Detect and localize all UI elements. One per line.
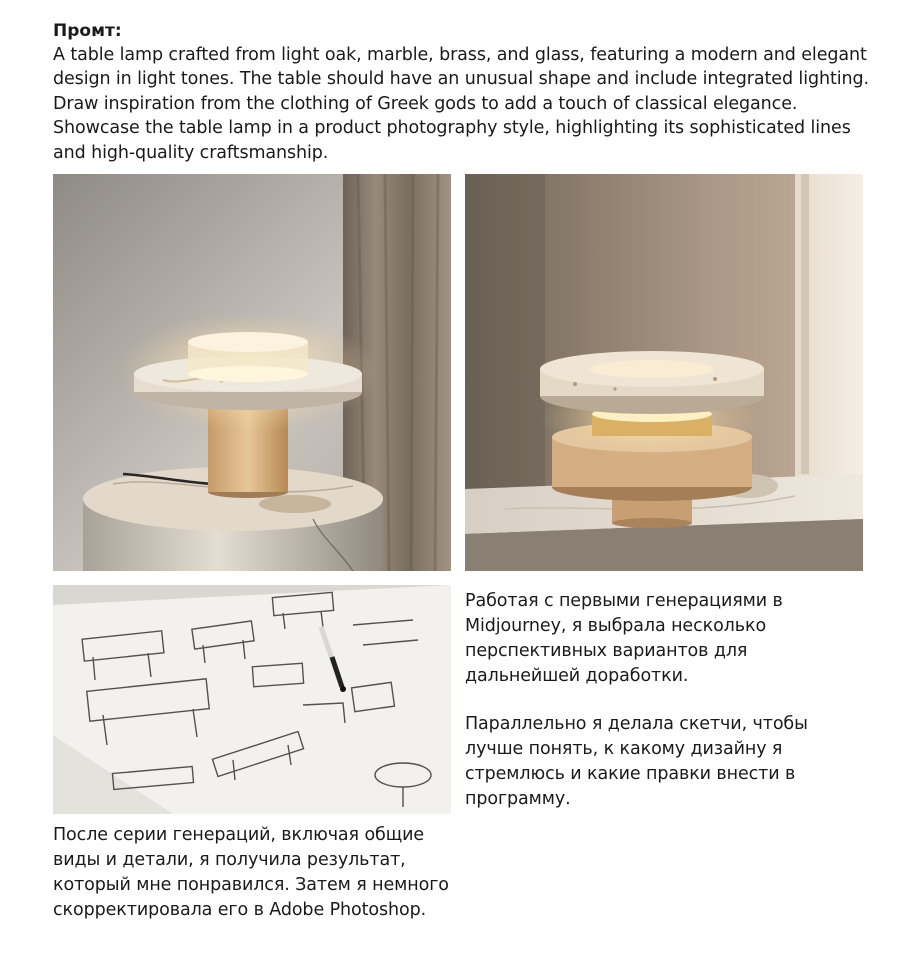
prompt-text: A table lamp crafted from light oak, marble, brass, and glass, featuring a modern and elegant design in light tones. The table should have an unusual shape and include integrated lighting. Draw inspiration from the clothing of Greek gods to add a touch of classical elegance. Showcase the table lamp in a product photography style, highlighting its sophisticated lines and high-quality craftsmanship.	[53, 45, 869, 163]
lamp-photo-pedestal	[53, 174, 451, 571]
prompt-heading: Промт:	[53, 21, 122, 41]
paragraph-sketches: Параллельно я делала скетчи, чтобы лучше понять, к какому дизайну я стремлюсь и какие правки внести в программу.	[465, 714, 808, 809]
paragraph-result: После серии генераций, включая общие виды и детали, я получила результат, который мне понравился. Затем я немного скорректировала его в Adobe Photoshop.	[53, 825, 449, 920]
lamp-photo-shelf	[465, 174, 863, 571]
paragraph-first-generations: Работая с первыми генерациями в Midjourney, я выбрала несколько перспективных вариантов для дальнейшей доработки.	[465, 591, 783, 686]
sketches-photo	[53, 585, 451, 814]
